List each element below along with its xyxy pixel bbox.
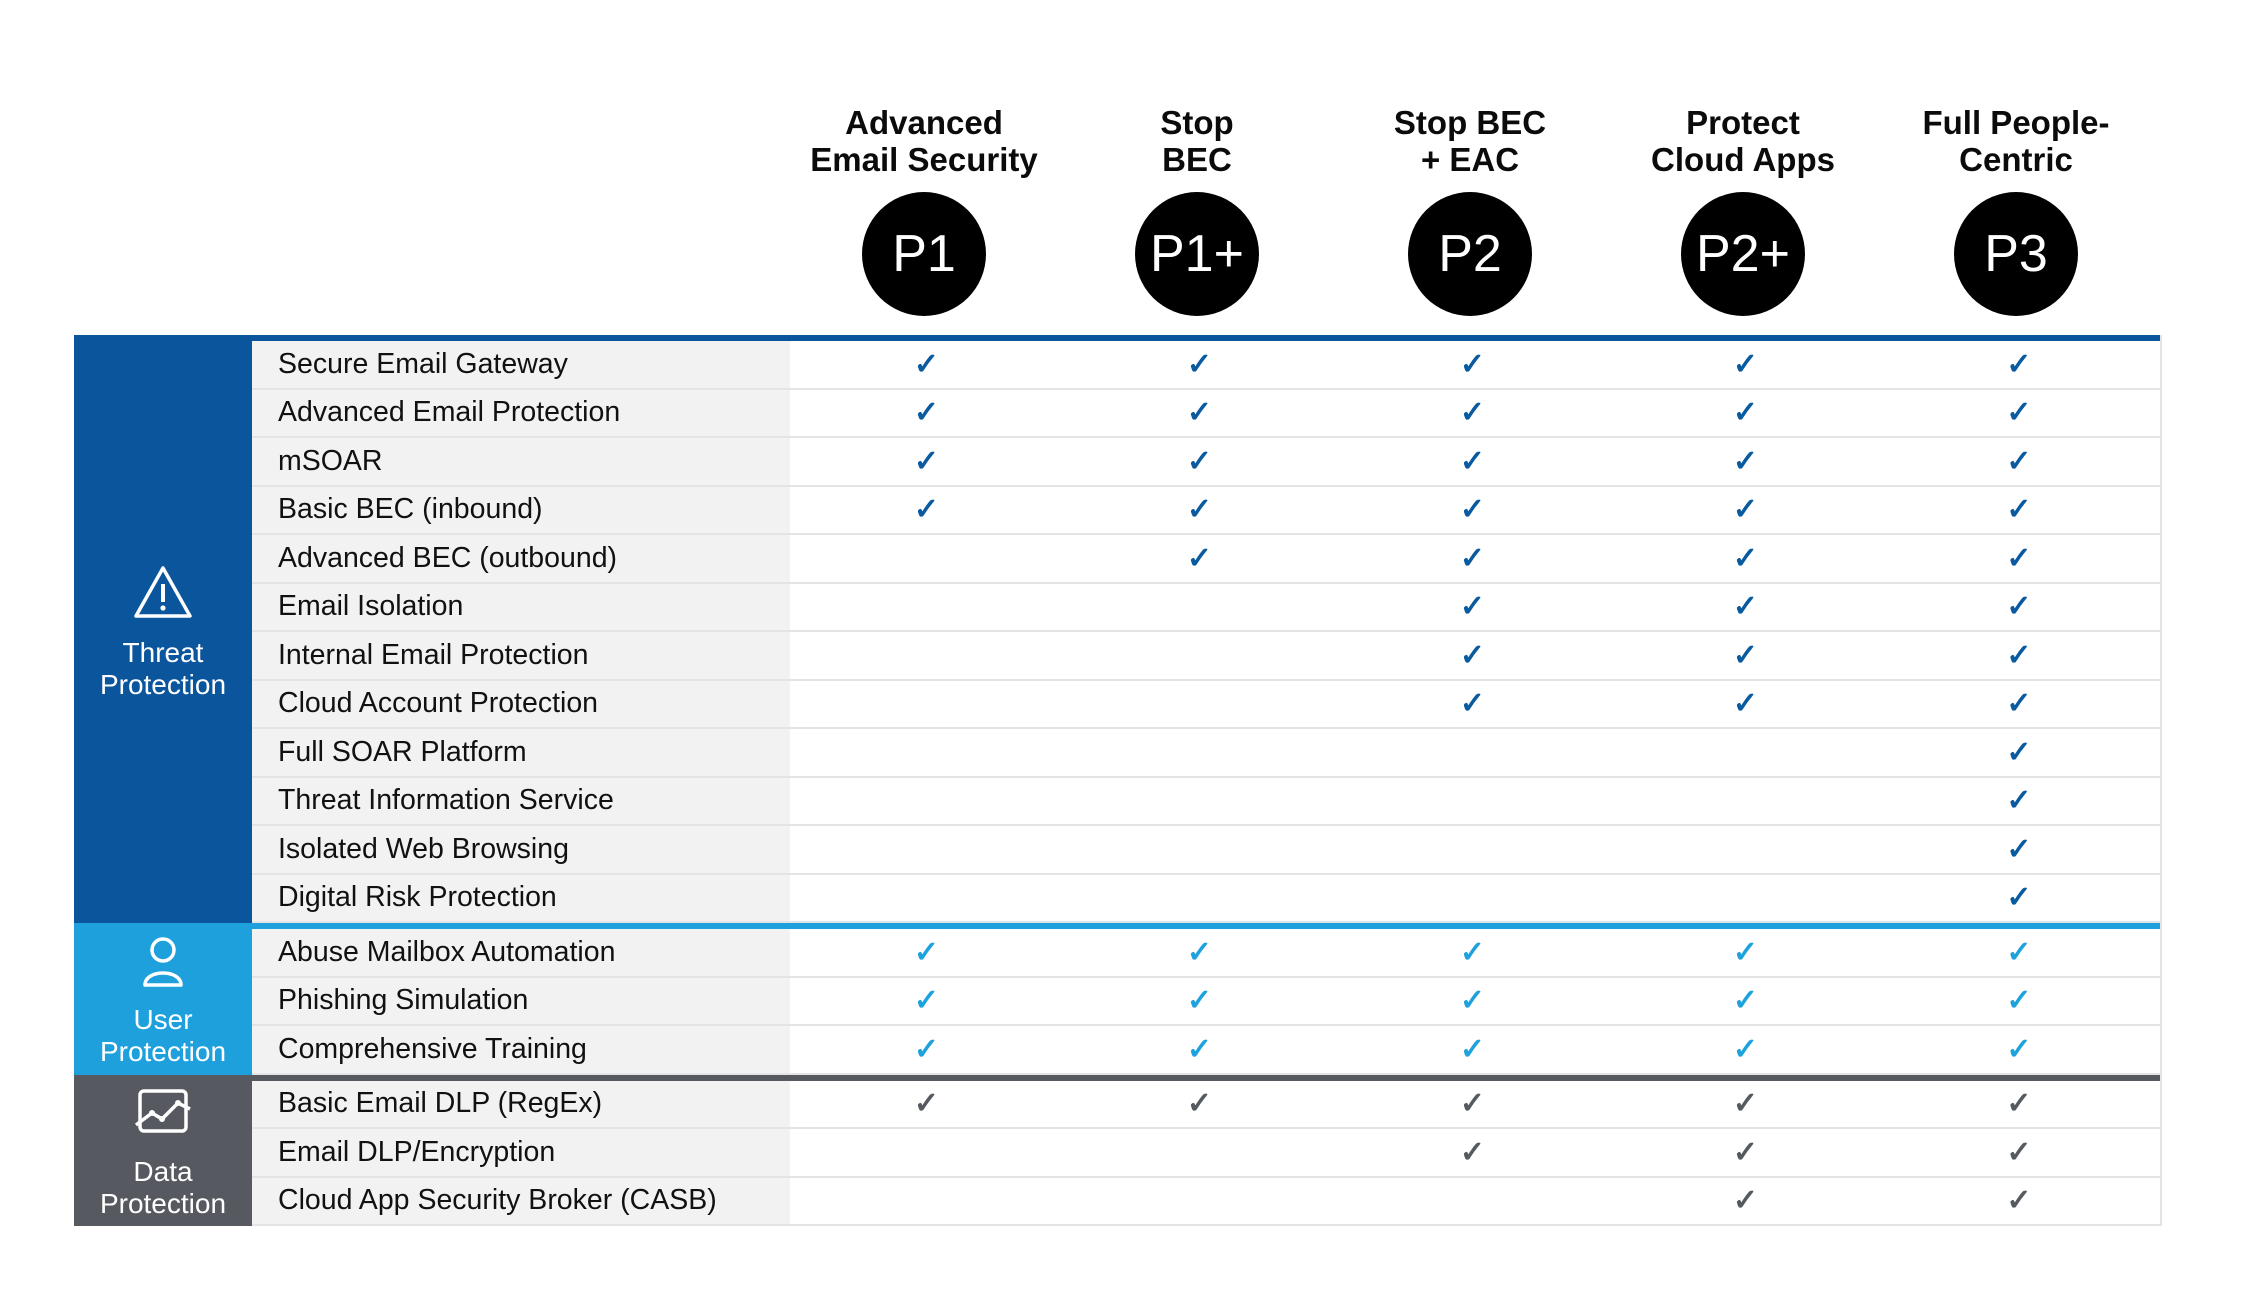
plan-title-line2: Centric (1959, 141, 2073, 178)
check-cell-p1 (790, 778, 1063, 825)
checkmark-icon: ✓ (1186, 541, 1213, 575)
check-cell-p1plus (1063, 1178, 1336, 1225)
section-rows (252, 1081, 2160, 1227)
feature-name: Basic Email DLP (RegEx) (252, 1081, 790, 1128)
check-cell-p1plus (1063, 390, 1336, 437)
checkmark-icon: ✓ (1186, 935, 1213, 969)
table-row (252, 487, 2160, 536)
checkmark-icon: ✓ (1732, 687, 1759, 721)
section-label-line2: Protection (99, 1187, 227, 1219)
check-cell-p1plus (1063, 535, 1336, 582)
section-label-line1: User (133, 1004, 193, 1036)
check-cell-p3 (1882, 875, 2156, 922)
check-cell-p1plus (1063, 778, 1336, 825)
plan-badge-p2: P2 (1408, 192, 1532, 316)
checkmark-icon: ✓ (1459, 493, 1486, 527)
check-cell-p1plus (1063, 584, 1336, 631)
check-cell-p2 (1336, 487, 1609, 534)
check-cell-p2 (1336, 632, 1609, 679)
feature-name: Comprehensive Training (252, 1026, 790, 1073)
check-cell-p2 (1336, 929, 1609, 976)
checkmark-icon: ✓ (1732, 935, 1759, 969)
checkmark-icon: ✓ (1459, 1135, 1486, 1169)
feature-name: Cloud Account Protection (252, 681, 790, 728)
chart-monitor-icon (134, 1087, 192, 1156)
checkmark-icon: ✓ (2006, 1087, 2032, 1121)
check-cell-p3 (1882, 535, 2156, 582)
check-cell-p1plus (1063, 929, 1336, 976)
checkmark-icon: ✓ (913, 347, 940, 381)
checkmark-icon: ✓ (913, 444, 940, 478)
section-label-line2: Protection (99, 668, 227, 700)
feature-name: Cloud App Security Broker (CASB) (252, 1178, 790, 1225)
check-cell-p3 (1882, 1026, 2156, 1073)
section-label-line1: Data (133, 1155, 193, 1187)
checkmark-icon: ✓ (913, 493, 940, 527)
check-cell-p2plus (1609, 632, 1882, 679)
plan-title-line1: Protect (1686, 104, 1800, 141)
check-cell-p1plus (1063, 681, 1336, 728)
check-cell-p3 (1882, 729, 2156, 776)
check-cell-p1plus (1063, 438, 1336, 485)
table-row (252, 826, 2160, 875)
section-divider-bar (74, 923, 2160, 929)
check-cell-p1 (790, 487, 1063, 534)
checkmark-icon: ✓ (913, 396, 940, 430)
check-cell-p1 (790, 390, 1063, 437)
feature-name: Abuse Mailbox Automation (252, 929, 790, 976)
checkmark-icon: ✓ (1459, 590, 1486, 624)
table-row (252, 1178, 2160, 1227)
plan-title (1866, 104, 2166, 184)
comparison-table (74, 335, 2162, 1226)
check-cell-p2plus (1609, 978, 1882, 1025)
section-rows (252, 341, 2160, 923)
check-cell-p2 (1336, 681, 1609, 728)
checkmark-icon: ✓ (1459, 1032, 1486, 1066)
feature-name: Email Isolation (252, 584, 790, 631)
check-cell-p3 (1882, 584, 2156, 631)
table-row (252, 681, 2160, 730)
checkmark-icon: ✓ (1732, 493, 1759, 527)
checkmark-icon: ✓ (1459, 935, 1486, 969)
section-label-line1: Threat (122, 636, 204, 668)
check-cell-p1 (790, 341, 1063, 388)
table-row (252, 584, 2160, 633)
check-cell-p2 (1336, 341, 1609, 388)
table-row (252, 535, 2160, 584)
check-cell-p2 (1336, 1026, 1609, 1073)
section-label-user (74, 929, 252, 1075)
check-cell-p3 (1882, 1129, 2156, 1176)
check-cell-p1plus (1063, 632, 1336, 679)
check-cell-p2plus (1609, 826, 1882, 873)
check-cell-p3 (1882, 778, 2156, 825)
plan-header-p1plus (1047, 104, 1347, 316)
check-cell-p2 (1336, 535, 1609, 582)
feature-name: mSOAR (252, 438, 790, 485)
checkmark-icon: ✓ (1459, 396, 1486, 430)
check-cell-p3 (1882, 632, 2156, 679)
check-cell-p2plus (1609, 341, 1882, 388)
checkmark-icon: ✓ (1186, 984, 1213, 1018)
plan-title (1047, 104, 1347, 184)
checkmark-icon: ✓ (2006, 541, 2032, 575)
checkmark-icon: ✓ (1732, 1184, 1759, 1218)
checkmark-icon: ✓ (2006, 493, 2032, 527)
feature-name: Advanced BEC (outbound) (252, 535, 790, 582)
checkmark-icon: ✓ (1732, 590, 1759, 624)
check-cell-p2plus (1609, 729, 1882, 776)
checkmark-icon: ✓ (1459, 687, 1486, 721)
table-row (252, 1026, 2160, 1075)
check-cell-p1 (790, 1178, 1063, 1225)
check-cell-p2 (1336, 1129, 1609, 1176)
checkmark-icon: ✓ (1732, 444, 1759, 478)
table-row (252, 778, 2160, 827)
check-cell-p1 (790, 978, 1063, 1025)
table-row (252, 390, 2160, 439)
check-cell-p1plus (1063, 1129, 1336, 1176)
checkmark-icon: ✓ (913, 1032, 940, 1066)
check-cell-p3 (1882, 978, 2156, 1025)
table-row (252, 1081, 2160, 1130)
checkmark-icon: ✓ (1732, 541, 1759, 575)
checkmark-icon: ✓ (2006, 444, 2032, 478)
checkmark-icon: ✓ (1186, 347, 1213, 381)
section-threat-protection (74, 335, 2160, 923)
checkmark-icon: ✓ (1732, 984, 1759, 1018)
checkmark-icon: ✓ (2006, 347, 2032, 381)
feature-name: Phishing Simulation (252, 978, 790, 1025)
checkmark-icon: ✓ (1186, 396, 1213, 430)
section-data-protection (74, 1075, 2160, 1227)
check-cell-p2 (1336, 1178, 1609, 1225)
check-cell-p1plus (1063, 978, 1336, 1025)
check-cell-p1 (790, 1081, 1063, 1128)
table-row (252, 978, 2160, 1027)
checkmark-icon: ✓ (2006, 590, 2032, 624)
checkmark-icon: ✓ (1732, 1135, 1759, 1169)
plan-title (1320, 104, 1620, 184)
check-cell-p1plus (1063, 729, 1336, 776)
checkmark-icon: ✓ (1459, 541, 1486, 575)
check-cell-p2plus (1609, 681, 1882, 728)
check-cell-p2plus (1609, 1129, 1882, 1176)
check-cell-p3 (1882, 1081, 2156, 1128)
check-cell-p3 (1882, 487, 2156, 534)
check-cell-p3 (1882, 341, 2156, 388)
plan-header-p2 (1320, 104, 1620, 316)
check-cell-p2plus (1609, 390, 1882, 437)
checkmark-icon: ✓ (2006, 396, 2032, 430)
section-divider-bar (74, 1075, 2160, 1081)
plan-title-line1: Stop (1160, 104, 1234, 141)
feature-name: Full SOAR Platform (252, 729, 790, 776)
checkmark-icon: ✓ (2006, 1184, 2032, 1218)
plan-title-line2: + EAC (1420, 141, 1520, 178)
section-divider-bar (74, 335, 2160, 341)
checkmark-icon: ✓ (2006, 935, 2032, 969)
checkmark-icon: ✓ (2006, 832, 2032, 866)
check-cell-p1 (790, 584, 1063, 631)
check-cell-p1 (790, 632, 1063, 679)
checkmark-icon: ✓ (2006, 638, 2032, 672)
checkmark-icon: ✓ (2006, 1135, 2032, 1169)
check-cell-p3 (1882, 681, 2156, 728)
check-cell-p1plus (1063, 341, 1336, 388)
check-cell-p3 (1882, 390, 2156, 437)
checkmark-icon: ✓ (2006, 687, 2032, 721)
check-cell-p2plus (1609, 875, 1882, 922)
plan-title-line2: BEC (1162, 141, 1232, 178)
check-cell-p2plus (1609, 438, 1882, 485)
plan-badge-p3: P3 (1954, 192, 2078, 316)
checkmark-icon: ✓ (913, 984, 940, 1018)
section-user-protection (74, 923, 2160, 1075)
checkmark-icon: ✓ (1459, 1087, 1486, 1121)
checkmark-icon: ✓ (913, 1087, 940, 1121)
check-cell-p2 (1336, 826, 1609, 873)
checkmark-icon: ✓ (2006, 1032, 2032, 1066)
check-cell-p1plus (1063, 826, 1336, 873)
check-cell-p2plus (1609, 487, 1882, 534)
checkmark-icon: ✓ (1459, 984, 1486, 1018)
checkmark-icon: ✓ (1732, 396, 1759, 430)
check-cell-p1 (790, 1129, 1063, 1176)
plan-title-line1: Full People- (1922, 104, 2110, 141)
check-cell-p1plus (1063, 1081, 1336, 1128)
check-cell-p1 (790, 729, 1063, 776)
check-cell-p2 (1336, 438, 1609, 485)
table-row (252, 729, 2160, 778)
section-label-threat (74, 341, 252, 923)
check-cell-p3 (1882, 826, 2156, 873)
check-cell-p1 (790, 929, 1063, 976)
checkmark-icon: ✓ (1186, 444, 1213, 478)
feature-name: Internal Email Protection (252, 632, 790, 679)
feature-name: Digital Risk Protection (252, 875, 790, 922)
checkmark-icon: ✓ (1732, 638, 1759, 672)
check-cell-p2plus (1609, 584, 1882, 631)
check-cell-p1 (790, 535, 1063, 582)
checkmark-icon: ✓ (1459, 638, 1486, 672)
check-cell-p2 (1336, 978, 1609, 1025)
checkmark-icon: ✓ (1459, 444, 1486, 478)
section-label-line2: Protection (99, 1036, 227, 1068)
plan-title (1593, 104, 1893, 184)
checkmark-icon: ✓ (1186, 1087, 1213, 1121)
checkmark-icon: ✓ (1732, 1032, 1759, 1066)
checkmark-icon: ✓ (2006, 881, 2032, 915)
checkmark-icon: ✓ (1186, 493, 1213, 527)
check-cell-p2 (1336, 778, 1609, 825)
check-cell-p2plus (1609, 1026, 1882, 1073)
check-cell-p1plus (1063, 487, 1336, 534)
feature-name: Email DLP/Encryption (252, 1129, 790, 1176)
check-cell-p1plus (1063, 1026, 1336, 1073)
plan-title (774, 104, 1074, 184)
table-row (252, 341, 2160, 390)
checkmark-icon: ✓ (1459, 347, 1486, 381)
checkmark-icon: ✓ (1732, 1087, 1759, 1121)
warning-triangle-icon (132, 564, 194, 637)
checkmark-icon: ✓ (2006, 735, 2032, 769)
table-row (252, 632, 2160, 681)
plan-title-line2: Cloud Apps (1651, 141, 1835, 178)
feature-name: Advanced Email Protection (252, 390, 790, 437)
checkmark-icon: ✓ (913, 935, 940, 969)
table-row (252, 1129, 2160, 1178)
check-cell-p2plus (1609, 1081, 1882, 1128)
plan-header-p1 (774, 104, 1074, 316)
checkmark-icon: ✓ (1186, 1032, 1213, 1066)
check-cell-p2 (1336, 584, 1609, 631)
check-cell-p1 (790, 875, 1063, 922)
feature-name: Isolated Web Browsing (252, 826, 790, 873)
plan-badge-p1plus: P1+ (1135, 192, 1259, 316)
plan-title-line1: Stop BEC (1393, 104, 1547, 141)
check-cell-p2 (1336, 729, 1609, 776)
check-cell-p2 (1336, 1081, 1609, 1128)
checkmark-icon: ✓ (2006, 984, 2032, 1018)
table-row (252, 875, 2160, 924)
plan-title-line1: Advanced (845, 104, 1003, 141)
checkmark-icon: ✓ (1732, 347, 1759, 381)
feature-name: Threat Information Service (252, 778, 790, 825)
plan-title-line2: Email Security (810, 141, 1038, 178)
check-cell-p1 (790, 1026, 1063, 1073)
check-cell-p2 (1336, 875, 1609, 922)
feature-name: Secure Email Gateway (252, 341, 790, 388)
plan-header-p3 (1866, 104, 2166, 316)
feature-name: Basic BEC (inbound) (252, 487, 790, 534)
check-cell-p2plus (1609, 535, 1882, 582)
table-row (252, 438, 2160, 487)
check-cell-p2 (1336, 390, 1609, 437)
check-cell-p3 (1882, 1178, 2156, 1225)
check-cell-p1 (790, 681, 1063, 728)
check-cell-p3 (1882, 929, 2156, 976)
check-cell-p2plus (1609, 1178, 1882, 1225)
check-cell-p2plus (1609, 929, 1882, 976)
check-cell-p1plus (1063, 875, 1336, 922)
section-rows (252, 929, 2160, 1075)
checkmark-icon: ✓ (2006, 784, 2032, 818)
table-row (252, 929, 2160, 978)
check-cell-p1 (790, 438, 1063, 485)
plan-header-p2plus (1593, 104, 1893, 316)
plan-badge-p1: P1 (862, 192, 986, 316)
check-cell-p1 (790, 826, 1063, 873)
section-label-data (74, 1081, 252, 1227)
check-cell-p2plus (1609, 778, 1882, 825)
check-cell-p3 (1882, 438, 2156, 485)
plan-badge-p2plus: P2+ (1681, 192, 1805, 316)
person-icon (141, 935, 185, 1004)
